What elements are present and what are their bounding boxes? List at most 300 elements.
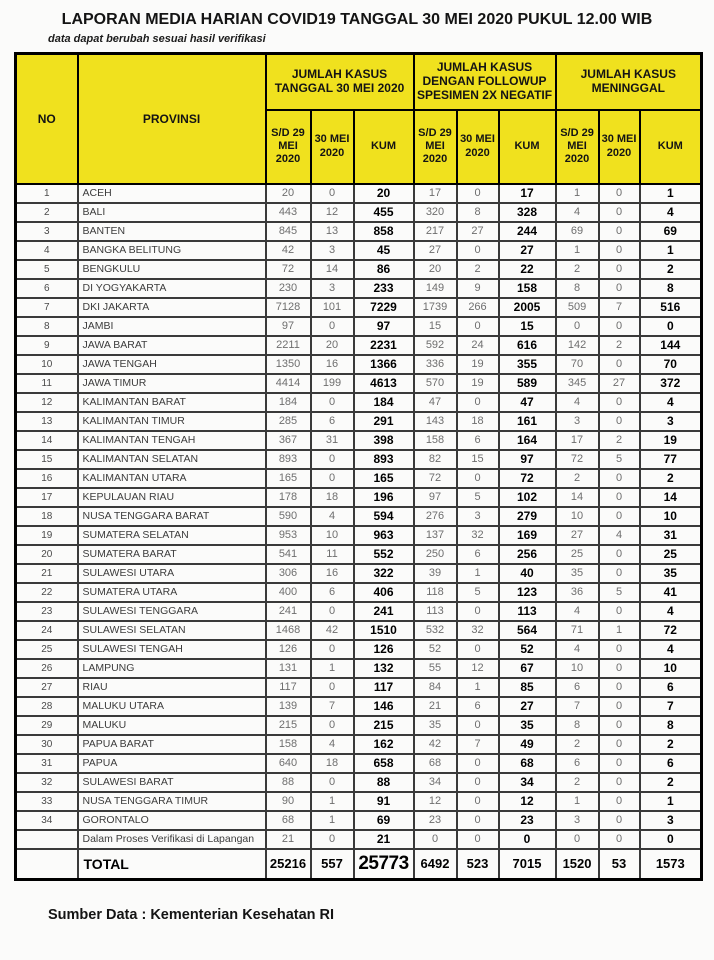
kum-value: 12 xyxy=(499,792,556,811)
kum-value: 85 xyxy=(499,678,556,697)
table-row xyxy=(16,621,702,640)
province-name: RIAU xyxy=(78,678,266,697)
case-value: 0 xyxy=(599,678,640,697)
row-number: 8 xyxy=(16,317,78,336)
case-value: 0 xyxy=(556,317,599,336)
case-value: 1 xyxy=(556,241,599,260)
case-value: 6 xyxy=(457,697,499,716)
kum-value: 52 xyxy=(499,640,556,659)
kum-value: 10 xyxy=(640,507,702,526)
kum-value: 355 xyxy=(499,355,556,374)
kum-value: 72 xyxy=(640,621,702,640)
case-value: 0 xyxy=(599,811,640,830)
kum-value: 69 xyxy=(354,811,414,830)
row-number: 33 xyxy=(16,792,78,811)
case-value: 5 xyxy=(599,583,640,602)
total-value: 1520 xyxy=(556,849,599,880)
table-body xyxy=(16,184,702,849)
case-value: 0 xyxy=(599,792,640,811)
case-value: 336 xyxy=(414,355,457,374)
table-row xyxy=(16,184,702,203)
case-value: 31 xyxy=(311,431,354,450)
kum-value: 70 xyxy=(640,355,702,374)
case-value: 230 xyxy=(266,279,311,298)
case-value: 241 xyxy=(266,602,311,621)
province-name: SUMATERA UTARA xyxy=(78,583,266,602)
case-value: 16 xyxy=(311,564,354,583)
row-number: 28 xyxy=(16,697,78,716)
case-value: 0 xyxy=(556,830,599,849)
kum-value: 0 xyxy=(499,830,556,849)
col-subheader-sd29: S/D 29 MEI 2020 xyxy=(414,110,457,184)
table-row xyxy=(16,526,702,545)
table-row xyxy=(16,222,702,241)
case-value: 4 xyxy=(556,602,599,621)
case-value: 570 xyxy=(414,374,457,393)
case-value: 3 xyxy=(556,412,599,431)
province-name: JAMBI xyxy=(78,317,266,336)
case-value: 0 xyxy=(599,716,640,735)
case-value: 0 xyxy=(457,184,499,203)
table-row xyxy=(16,640,702,659)
kum-value: 893 xyxy=(354,450,414,469)
kum-value: 4 xyxy=(640,203,702,222)
kum-value: 144 xyxy=(640,336,702,355)
kum-value: 161 xyxy=(499,412,556,431)
case-value: 42 xyxy=(311,621,354,640)
kum-value: 4 xyxy=(640,640,702,659)
col-subheader-30mei: 30 MEI 2020 xyxy=(599,110,640,184)
case-value: 113 xyxy=(414,602,457,621)
total-value: 6492 xyxy=(414,849,457,880)
case-value: 592 xyxy=(414,336,457,355)
case-value: 0 xyxy=(599,830,640,849)
case-value: 845 xyxy=(266,222,311,241)
case-value: 0 xyxy=(457,469,499,488)
case-value: 11 xyxy=(311,545,354,564)
kum-value: 21 xyxy=(354,830,414,849)
col-subheader-kum: KUM xyxy=(354,110,414,184)
total-label: TOTAL xyxy=(78,849,266,880)
case-value: 590 xyxy=(266,507,311,526)
row-number: 18 xyxy=(16,507,78,526)
kum-value: 4 xyxy=(640,602,702,621)
row-number: 25 xyxy=(16,640,78,659)
case-value: 0 xyxy=(599,697,640,716)
kum-value: 1510 xyxy=(354,621,414,640)
case-value: 18 xyxy=(457,412,499,431)
row-number: 22 xyxy=(16,583,78,602)
kum-value: 1 xyxy=(640,241,702,260)
case-value: 6 xyxy=(457,545,499,564)
case-value: 18 xyxy=(311,488,354,507)
kum-value: 2005 xyxy=(499,298,556,317)
case-value: 14 xyxy=(311,260,354,279)
case-value: 101 xyxy=(311,298,354,317)
case-value: 7 xyxy=(556,697,599,716)
case-value: 250 xyxy=(414,545,457,564)
table-row xyxy=(16,393,702,412)
case-value: 4 xyxy=(556,640,599,659)
province-name: JAWA TENGAH xyxy=(78,355,266,374)
case-value: 36 xyxy=(556,583,599,602)
case-value: 2211 xyxy=(266,336,311,355)
kum-value: 17 xyxy=(499,184,556,203)
case-value: 42 xyxy=(266,241,311,260)
case-value: 24 xyxy=(457,336,499,355)
kum-value: 233 xyxy=(354,279,414,298)
case-value: 0 xyxy=(457,640,499,659)
case-value: 0 xyxy=(599,469,640,488)
case-value: 68 xyxy=(414,754,457,773)
province-name: NUSA TENGGARA TIMUR xyxy=(78,792,266,811)
kum-value: 398 xyxy=(354,431,414,450)
case-value: 893 xyxy=(266,450,311,469)
col-subheader-30mei: 30 MEI 2020 xyxy=(457,110,499,184)
case-value: 52 xyxy=(414,640,457,659)
case-value: 19 xyxy=(457,355,499,374)
case-value: 4 xyxy=(556,203,599,222)
case-value: 0 xyxy=(457,773,499,792)
kum-value: 322 xyxy=(354,564,414,583)
row-number: 21 xyxy=(16,564,78,583)
case-value: 88 xyxy=(266,773,311,792)
province-name: BANGKA BELITUNG xyxy=(78,241,266,260)
province-name: PAPUA xyxy=(78,754,266,773)
total-kum-value: 1573 xyxy=(640,849,702,880)
case-value: 0 xyxy=(599,203,640,222)
case-value: 14 xyxy=(556,488,599,507)
case-value: 178 xyxy=(266,488,311,507)
province-name: SULAWESI TENGAH xyxy=(78,640,266,659)
case-value: 20 xyxy=(414,260,457,279)
case-value: 2 xyxy=(556,469,599,488)
case-value: 320 xyxy=(414,203,457,222)
table-row xyxy=(16,735,702,754)
table-row xyxy=(16,374,702,393)
case-value: 0 xyxy=(599,393,640,412)
row-number: 4 xyxy=(16,241,78,260)
table-row xyxy=(16,792,702,811)
case-value: 55 xyxy=(414,659,457,678)
col-subheader-kum: KUM xyxy=(499,110,556,184)
kum-value: 27 xyxy=(499,241,556,260)
case-value: 27 xyxy=(599,374,640,393)
col-subheader-sd29: S/D 29 MEI 2020 xyxy=(556,110,599,184)
kum-value: 97 xyxy=(354,317,414,336)
case-value: 509 xyxy=(556,298,599,317)
kum-value: 88 xyxy=(354,773,414,792)
case-value: 5 xyxy=(599,450,640,469)
kum-value: 69 xyxy=(640,222,702,241)
case-value: 47 xyxy=(414,393,457,412)
table-row xyxy=(16,412,702,431)
case-value: 12 xyxy=(311,203,354,222)
case-value: 7 xyxy=(599,298,640,317)
row-number: 6 xyxy=(16,279,78,298)
case-value: 1 xyxy=(556,184,599,203)
province-name: SULAWESI UTARA xyxy=(78,564,266,583)
kum-value: 564 xyxy=(499,621,556,640)
case-value: 0 xyxy=(311,640,354,659)
case-value: 6 xyxy=(457,431,499,450)
kum-value: 77 xyxy=(640,450,702,469)
province-name: MALUKU UTARA xyxy=(78,697,266,716)
case-value: 17 xyxy=(556,431,599,450)
case-value: 27 xyxy=(414,241,457,260)
case-value: 0 xyxy=(599,241,640,260)
case-value: 9 xyxy=(457,279,499,298)
kum-value: 68 xyxy=(499,754,556,773)
case-value: 118 xyxy=(414,583,457,602)
case-value: 400 xyxy=(266,583,311,602)
case-value: 139 xyxy=(266,697,311,716)
case-value: 10 xyxy=(556,507,599,526)
table-row xyxy=(16,488,702,507)
table-row xyxy=(16,260,702,279)
case-value: 6 xyxy=(556,754,599,773)
kum-value: 22 xyxy=(499,260,556,279)
kum-value: 27 xyxy=(499,697,556,716)
case-value: 0 xyxy=(311,469,354,488)
case-value: 69 xyxy=(556,222,599,241)
case-value: 158 xyxy=(266,735,311,754)
case-value: 1350 xyxy=(266,355,311,374)
row-number: 16 xyxy=(16,469,78,488)
kum-value: 158 xyxy=(499,279,556,298)
case-value: 16 xyxy=(311,355,354,374)
row-number: 34 xyxy=(16,811,78,830)
total-value: 557 xyxy=(311,849,354,880)
case-value: 12 xyxy=(457,659,499,678)
table-row xyxy=(16,431,702,450)
case-value: 15 xyxy=(457,450,499,469)
case-value: 1 xyxy=(457,678,499,697)
row-number: 32 xyxy=(16,773,78,792)
row-number: 26 xyxy=(16,659,78,678)
kum-value: 328 xyxy=(499,203,556,222)
case-value: 0 xyxy=(311,716,354,735)
table-row xyxy=(16,450,702,469)
case-value: 0 xyxy=(457,830,499,849)
case-value: 4 xyxy=(556,393,599,412)
kum-value: 2231 xyxy=(354,336,414,355)
case-value: 97 xyxy=(266,317,311,336)
row-number: 23 xyxy=(16,602,78,621)
kum-value: 3 xyxy=(640,412,702,431)
total-row xyxy=(16,849,702,880)
province-name: JAWA BARAT xyxy=(78,336,266,355)
kum-value: 963 xyxy=(354,526,414,545)
kum-value: 67 xyxy=(499,659,556,678)
data-source-note: Sumber Data : Kementerian Kesehatan RI xyxy=(48,907,335,923)
case-value: 0 xyxy=(311,678,354,697)
case-value: 306 xyxy=(266,564,311,583)
table-row xyxy=(16,659,702,678)
case-value: 0 xyxy=(457,811,499,830)
case-value: 0 xyxy=(599,659,640,678)
case-value: 8 xyxy=(556,279,599,298)
total-kum-value: 7015 xyxy=(499,849,556,880)
case-value: 2 xyxy=(556,735,599,754)
province-name: MALUKU xyxy=(78,716,266,735)
kum-value: 31 xyxy=(640,526,702,545)
case-value: 21 xyxy=(414,697,457,716)
case-value: 143 xyxy=(414,412,457,431)
case-value: 6 xyxy=(311,412,354,431)
kum-value: 1366 xyxy=(354,355,414,374)
row-number xyxy=(16,830,78,849)
case-value: 0 xyxy=(599,602,640,621)
case-value: 184 xyxy=(266,393,311,412)
table-row xyxy=(16,830,702,849)
table-row xyxy=(16,602,702,621)
case-value: 0 xyxy=(457,393,499,412)
case-value: 532 xyxy=(414,621,457,640)
kum-value: 117 xyxy=(354,678,414,697)
kum-value: 49 xyxy=(499,735,556,754)
kum-value: 169 xyxy=(499,526,556,545)
case-value: 20 xyxy=(266,184,311,203)
kum-value: 35 xyxy=(640,564,702,583)
kum-value: 2 xyxy=(640,469,702,488)
row-number: 20 xyxy=(16,545,78,564)
province-name: SUMATERA SELATAN xyxy=(78,526,266,545)
table-row xyxy=(16,241,702,260)
case-value: 0 xyxy=(311,393,354,412)
case-value: 10 xyxy=(311,526,354,545)
case-value: 0 xyxy=(457,792,499,811)
kum-value: 132 xyxy=(354,659,414,678)
case-value: 541 xyxy=(266,545,311,564)
row-number: 1 xyxy=(16,184,78,203)
province-name: SULAWESI SELATAN xyxy=(78,621,266,640)
case-value: 13 xyxy=(311,222,354,241)
province-name: JAWA TIMUR xyxy=(78,374,266,393)
total-kum-value: 25773 xyxy=(354,849,414,880)
case-value: 12 xyxy=(414,792,457,811)
case-value: 640 xyxy=(266,754,311,773)
province-name: KALIMANTAN SELATAN xyxy=(78,450,266,469)
kum-value: 4613 xyxy=(354,374,414,393)
case-value: 6 xyxy=(556,678,599,697)
table-row xyxy=(16,773,702,792)
kum-value: 241 xyxy=(354,602,414,621)
col-header-no: NO xyxy=(16,54,78,184)
case-value: 35 xyxy=(556,564,599,583)
row-number: 12 xyxy=(16,393,78,412)
col-subheader-sd29: S/D 29 MEI 2020 xyxy=(266,110,311,184)
row-number: 7 xyxy=(16,298,78,317)
case-value: 117 xyxy=(266,678,311,697)
case-value: 0 xyxy=(599,754,640,773)
table-row xyxy=(16,279,702,298)
case-value: 3 xyxy=(457,507,499,526)
case-value: 20 xyxy=(311,336,354,355)
case-value: 0 xyxy=(599,640,640,659)
province-name: ACEH xyxy=(78,184,266,203)
case-value: 2 xyxy=(556,260,599,279)
kum-value: 406 xyxy=(354,583,414,602)
table-row xyxy=(16,336,702,355)
province-name: KALIMANTAN BARAT xyxy=(78,393,266,412)
table-row xyxy=(16,678,702,697)
case-value: 0 xyxy=(311,184,354,203)
case-value: 17 xyxy=(414,184,457,203)
case-value: 4 xyxy=(311,735,354,754)
case-value: 137 xyxy=(414,526,457,545)
case-value: 2 xyxy=(599,336,640,355)
case-value: 27 xyxy=(556,526,599,545)
row-number: 29 xyxy=(16,716,78,735)
kum-value: 1 xyxy=(640,792,702,811)
kum-value: 35 xyxy=(499,716,556,735)
case-value: 0 xyxy=(414,830,457,849)
kum-value: 41 xyxy=(640,583,702,602)
case-value: 165 xyxy=(266,469,311,488)
kum-value: 126 xyxy=(354,640,414,659)
row-number: 5 xyxy=(16,260,78,279)
kum-value: 858 xyxy=(354,222,414,241)
province-name: BENGKULU xyxy=(78,260,266,279)
case-value: 1739 xyxy=(414,298,457,317)
case-value: 345 xyxy=(556,374,599,393)
disclaimer-note: data dapat berubah sesuai hasil verifikasi xyxy=(48,33,266,45)
case-value: 8 xyxy=(457,203,499,222)
kum-value: 162 xyxy=(354,735,414,754)
case-value: 0 xyxy=(457,317,499,336)
case-value: 1468 xyxy=(266,621,311,640)
case-value: 70 xyxy=(556,355,599,374)
kum-value: 589 xyxy=(499,374,556,393)
kum-value: 552 xyxy=(354,545,414,564)
kum-value: 594 xyxy=(354,507,414,526)
kum-value: 184 xyxy=(354,393,414,412)
case-value: 27 xyxy=(457,222,499,241)
province-name: BANTEN xyxy=(78,222,266,241)
case-value: 0 xyxy=(311,830,354,849)
case-value: 1 xyxy=(311,811,354,830)
row-number: 17 xyxy=(16,488,78,507)
kum-value: 72 xyxy=(499,469,556,488)
col-header-provinsi: PROVINSI xyxy=(78,54,266,184)
case-value: 6 xyxy=(311,583,354,602)
case-value: 1 xyxy=(457,564,499,583)
row-number: 31 xyxy=(16,754,78,773)
case-value: 0 xyxy=(599,279,640,298)
province-name: LAMPUNG xyxy=(78,659,266,678)
table-row xyxy=(16,469,702,488)
col-group-jumlah-kasus: JUMLAH KASUS TANGGAL 30 MEI 2020 xyxy=(266,54,414,110)
kum-value: 1 xyxy=(640,184,702,203)
case-value: 0 xyxy=(311,773,354,792)
total-value: 25216 xyxy=(266,849,311,880)
case-value: 0 xyxy=(599,355,640,374)
case-value: 158 xyxy=(414,431,457,450)
row-number: 24 xyxy=(16,621,78,640)
case-value: 25 xyxy=(556,545,599,564)
case-value: 7 xyxy=(457,735,499,754)
case-value: 32 xyxy=(457,621,499,640)
case-value: 0 xyxy=(599,260,640,279)
kum-value: 91 xyxy=(354,792,414,811)
province-name: SUMATERA BARAT xyxy=(78,545,266,564)
case-value: 7128 xyxy=(266,298,311,317)
case-value: 2 xyxy=(556,773,599,792)
kum-value: 102 xyxy=(499,488,556,507)
table-row xyxy=(16,507,702,526)
row-number: 9 xyxy=(16,336,78,355)
